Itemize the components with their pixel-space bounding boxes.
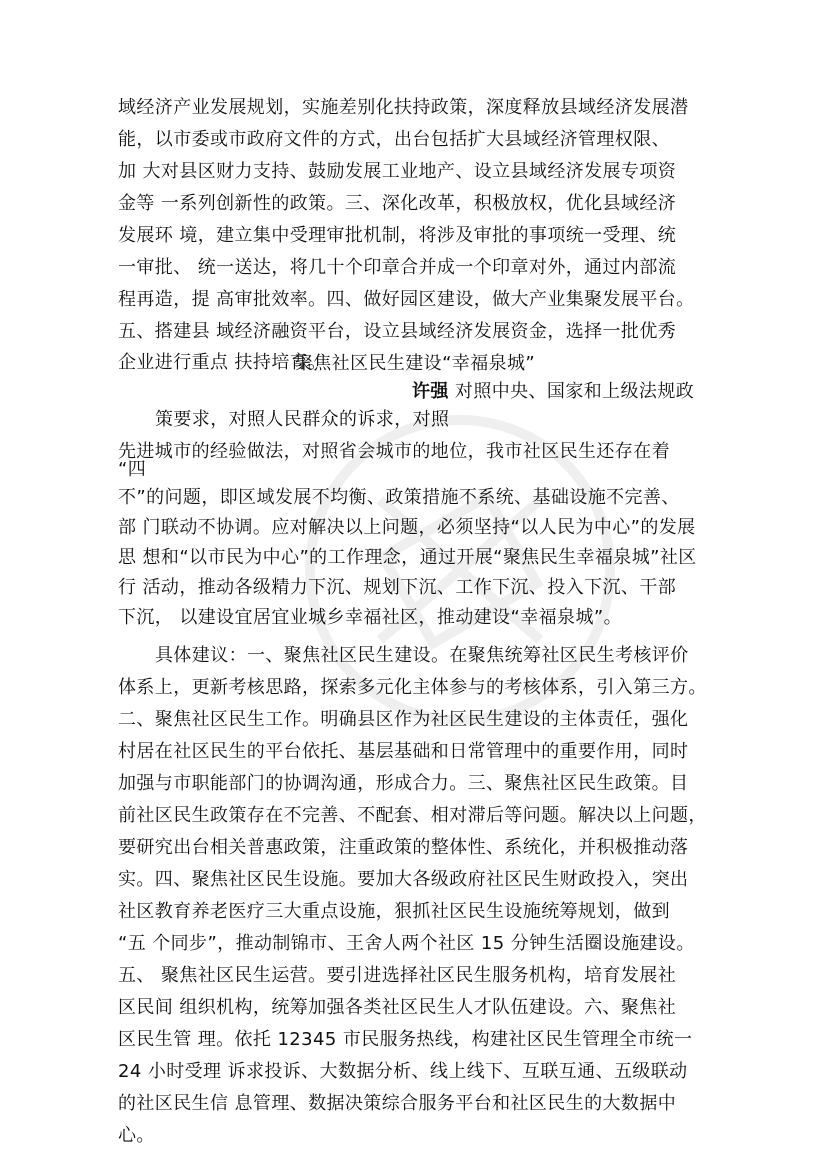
para3-line-11: 区民间 组织机构，统筹加强各类社区民生人才队伍建设。六、聚焦社 xyxy=(118,997,677,1018)
para1-line-3: 加 大对县区财力支持、鼓励发展工业地产、设立县域经济发展专项资 xyxy=(118,161,677,182)
para1-line-4: 金等 一系列创新性的政策。三、深化改革，积极放权，优化县域经济 xyxy=(118,193,677,214)
author-line xyxy=(412,380,694,404)
para2-line-5: 思 想和“以市民为中心”的工作理念，通过开展“聚焦民生幸福泉城”社区 xyxy=(118,547,697,568)
para3-line-4: 加强与市职能部门的协调沟通，形成合力。三、聚焦社区民生政策。目 xyxy=(118,773,689,794)
para1-line-9: 企业进行重点 扶持培育。 xyxy=(118,352,327,373)
para2-indent-line: 策要求，对照人民群众的诉求，对照 xyxy=(155,409,450,430)
section-title: 聚焦社区民生建设“幸福泉城” xyxy=(294,353,536,374)
para2-line-6: 行 活动，推动各级精力下沉、规划下沉、工作下沉、投入下沉、干部 xyxy=(118,577,677,598)
para1-line-5: 发展环 境，建立集中受理审批机制，将涉及审批的事项统一受理、统 xyxy=(118,225,677,246)
author-line-text: 对照中央、国家和上级法规政 xyxy=(448,381,695,402)
para3-line-15: 心。 xyxy=(118,1125,155,1146)
para3-line-1: 体系上，更新考核思路，探索多元化主体参与的考核体系，引入第三方。 xyxy=(118,677,707,698)
para2-line-1: 先进城市的经验做法，对照省会城市的地位，我市社区民生还存在着 xyxy=(118,441,670,462)
watermark-logo xyxy=(250,380,670,760)
para1-line-7: 程再造，提 高审批效率。四、做好园区建设，做大产业集聚发展平台。 xyxy=(118,289,695,310)
para3-first-line: 具体建议：一、聚焦社区民生建设。在聚焦统筹社区民生考核评价 xyxy=(155,645,689,666)
para1-line-8: 五、搭建县 域经济融资平台，设立县域经济发展资金，选择一批优秀 xyxy=(118,321,677,342)
para3-line-6: 要研究出台相关普惠政策，注重政策的整体性、系统化，并积极推动落 xyxy=(118,837,689,858)
para3-line-3: 村居在社区民生的平台依托、基层基础和日常管理中的重要作用，同时 xyxy=(118,741,689,762)
para2-line-7: 下沉， 以建设宜居宜业城乡幸福社区，推动建设“幸福泉城”。 xyxy=(118,607,622,628)
para3-line-5: 前社区民生政策存在不完善、不配套、相对滞后等问题。解决以上问题， xyxy=(118,805,707,826)
para1-line-1: 域经济产业发展规划，实施差别化扶持政策，深度释放县域经济发展潜 xyxy=(118,97,689,118)
para3-line-10: 五、 聚焦社区民生运营。要引进选择社区民生服务机构，培育发展社 xyxy=(118,965,677,986)
para1-line-6: 一审批、 统一送达，将几十个印章合并成一个印章对外，通过内部流 xyxy=(118,257,677,278)
para3-line-7: 实。四、聚焦社区民生设施。要加大各级政府社区民生财政投入，突出 xyxy=(118,869,689,890)
para2-line-3: 不”的问题，即区域发展不均衡、政策措施不系统、基础设施不完善、 xyxy=(118,487,680,508)
para3-line-2: 二、聚焦社区民生工作。明确县区作为社区民生建设的主体责任，强化 xyxy=(118,709,689,730)
para3-line-12: 区民生管 理。依托 12345 市民服务热线，构建社区民生管理全市统一 xyxy=(118,1029,693,1050)
para1-line-2: 能，以市委或市政府文件的方式，出台包括扩大县域经济管理权限、 xyxy=(118,129,670,150)
para2-line-2: “四 xyxy=(118,459,147,480)
para3-line-14: 的社区民生信 息管理、数据决策综合服务平台和社区民生的大数据中 xyxy=(118,1093,677,1114)
para2-line-4: 部 门联动不协调。应对解决以上问题，必须坚持“以人民为中心”的发展 xyxy=(118,517,696,538)
author-name: 许强 xyxy=(412,381,449,402)
para3-line-8: 社区教育养老医疗三大重点设施，狠抓社区民生设施统筹规划，做到 xyxy=(118,901,670,922)
para3-line-9: “五 个同步”，推动制锦市、王舍人两个社区 15 分钟生活圈设施建设。 xyxy=(118,933,695,954)
para3-line-13: 24 小时受理 诉求投诉、大数据分析、线上线下、互联互通、五级联动 xyxy=(118,1061,688,1082)
